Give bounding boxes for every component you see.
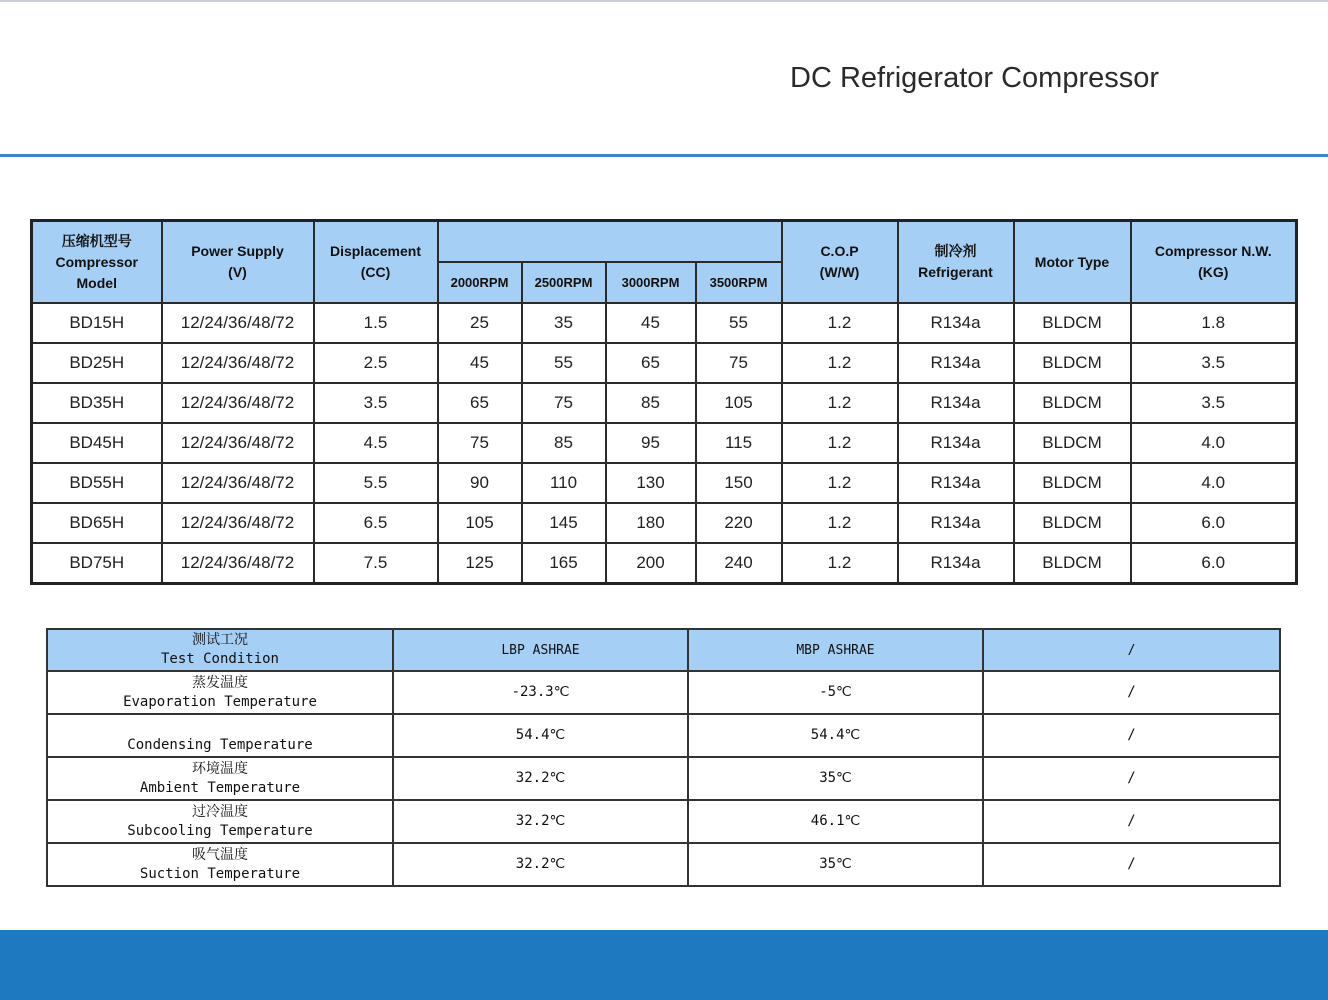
header-power-unit: (V) [228,264,247,280]
header-test-condition-en: Test Condition [160,651,279,667]
cell-model: BD75H [32,543,162,584]
cell-rpm-3000: 180 [606,503,696,543]
header-rpm-2500: 2500RPM [522,262,606,303]
header-weight-label: Compressor N.W. [1154,243,1272,259]
condition-label-zh: 蒸发温度 [192,674,248,691]
cell-extra: / [983,714,1280,757]
cell-rpm-3000: 130 [606,463,696,503]
cell-displacement: 3.5 [314,383,438,423]
cell-rpm-2000: 105 [438,503,522,543]
cell-rpm-3500: 220 [696,503,782,543]
header-divider [0,154,1328,157]
cell-model: BD35H [32,383,162,423]
table-row [32,463,1297,503]
cell-rpm-2000: 125 [438,543,522,584]
cell-model: BD55H [32,463,162,503]
cell-motor: BLDCM [1014,423,1131,463]
cell-lbp: -23.3℃ [393,671,688,714]
cell-motor: BLDCM [1014,463,1131,503]
cell-displacement: 7.5 [314,543,438,584]
header-test-condition-zh: 测试工况 [192,632,248,648]
cell-refrigerant: R134a [898,383,1014,423]
header-rpm-group [438,221,782,263]
cell-rpm-2000: 75 [438,423,522,463]
footer-band [0,930,1328,1000]
cell-rpm-2000: 25 [438,303,522,343]
table-row [32,343,1297,383]
cell-weight: 6.0 [1131,543,1297,584]
cell-extra: / [983,843,1280,886]
cell-rpm-3000: 95 [606,423,696,463]
cell-condition-label [47,671,393,714]
cell-rpm-2500: 110 [522,463,606,503]
cell-rpm-3500: 75 [696,343,782,383]
table-row [47,757,1280,800]
cell-refrigerant: R134a [898,423,1014,463]
cell-cop: 1.2 [782,423,898,463]
condition-label-en: Evaporation Temperature [123,693,317,710]
header-mbp: MBP ASHRAE [688,629,983,671]
cell-power: 12/24/36/48/72 [162,503,314,543]
cell-rpm-2000: 45 [438,343,522,383]
cell-motor: BLDCM [1014,503,1131,543]
header-refrigerant-en: Refrigerant [918,264,993,280]
cell-mbp: 35℃ [688,843,983,886]
header-extra: / [983,629,1280,671]
header-displacement [314,221,438,304]
cell-refrigerant: R134a [898,503,1014,543]
cell-cop: 1.2 [782,463,898,503]
header-refrigerant-zh: 制冷剂 [934,243,977,259]
cell-weight: 3.5 [1131,383,1297,423]
table-row [47,800,1280,843]
header-cop-unit: (W/W) [819,264,860,280]
header-rpm-3000: 3000RPM [606,262,696,303]
cell-lbp: 32.2℃ [393,800,688,843]
header-displacement-unit: (CC) [360,264,391,280]
cell-power: 12/24/36/48/72 [162,303,314,343]
cell-rpm-2500: 145 [522,503,606,543]
cell-lbp: 32.2℃ [393,843,688,886]
header-cop [782,221,898,304]
condition-label-en: Suction Temperature [139,865,301,882]
cell-rpm-3500: 150 [696,463,782,503]
header-power-label: Power Supply [191,243,284,259]
header-weight-unit: (KG) [1198,264,1229,280]
cell-rpm-2500: 75 [522,383,606,423]
cell-weight: 4.0 [1131,423,1297,463]
header-motor-label: Motor Type [1034,253,1110,270]
cell-motor: BLDCM [1014,383,1131,423]
cell-rpm-2000: 65 [438,383,522,423]
header-test-condition [47,629,393,671]
cell-power: 12/24/36/48/72 [162,463,314,503]
cell-rpm-3000: 45 [606,303,696,343]
cell-power: 12/24/36/48/72 [162,343,314,383]
header-model [32,221,162,304]
header-rpm-3500: 3500RPM [696,262,782,303]
cell-displacement: 2.5 [314,343,438,383]
header-rpm-2000: 2000RPM [438,262,522,303]
cell-condition-label [47,757,393,800]
condition-label-en: Condensing Temperature [127,736,313,753]
top-border [0,0,1328,2]
table-row [32,383,1297,423]
cell-condition-label [47,843,393,886]
cell-refrigerant: R134a [898,303,1014,343]
cell-model: BD15H [32,303,162,343]
cell-rpm-3000: 85 [606,383,696,423]
header-motor-type [1014,221,1131,304]
condition-label-en: Subcooling Temperature [127,822,313,839]
cell-displacement: 6.5 [314,503,438,543]
header-model-en-2: Model [76,274,117,291]
table-row [32,303,1297,343]
cell-displacement: 1.5 [314,303,438,343]
cell-rpm-2500: 55 [522,343,606,383]
cell-condition-label [47,714,393,757]
cell-cop: 1.2 [782,303,898,343]
cell-condition-label [47,800,393,843]
condition-label-zh: 吸气温度 [192,846,248,863]
cell-refrigerant: R134a [898,543,1014,584]
cell-cop: 1.2 [782,543,898,584]
cell-rpm-2500: 85 [522,423,606,463]
cell-displacement: 4.5 [314,423,438,463]
header-lbp: LBP ASHRAE [393,629,688,671]
cell-power: 12/24/36/48/72 [162,423,314,463]
table-row [32,543,1297,584]
cell-lbp: 32.2℃ [393,757,688,800]
compressor-spec-table [30,219,1298,585]
header-model-zh: 压缩机型号 [61,232,132,249]
cell-motor: BLDCM [1014,543,1131,584]
cell-model: BD25H [32,343,162,383]
cell-motor: BLDCM [1014,343,1131,383]
page-title: DC Refrigerator Compressor [790,62,1160,94]
condition-label-zh [48,717,392,736]
table-row [47,671,1280,714]
cell-weight: 6.0 [1131,503,1297,543]
cell-rpm-3500: 115 [696,423,782,463]
table-row [32,503,1297,543]
cell-rpm-2000: 90 [438,463,522,503]
table-row [47,843,1280,886]
cell-weight: 4.0 [1131,463,1297,503]
condition-label-zh: 环境温度 [192,760,248,777]
cell-rpm-3500: 105 [696,383,782,423]
cell-power: 12/24/36/48/72 [162,383,314,423]
cell-cop: 1.2 [782,503,898,543]
cell-extra: / [983,671,1280,714]
cell-model: BD45H [32,423,162,463]
header-power-supply [162,221,314,304]
cell-motor: BLDCM [1014,303,1131,343]
cell-displacement: 5.5 [314,463,438,503]
cell-mbp: 54.4℃ [688,714,983,757]
table-row [32,423,1297,463]
cell-rpm-2500: 165 [522,543,606,584]
table-row [47,714,1280,757]
cell-mbp: 46.1℃ [688,800,983,843]
cell-lbp: 54.4℃ [393,714,688,757]
cell-power: 12/24/36/48/72 [162,543,314,584]
cell-model: BD65H [32,503,162,543]
header-model-en: Compressor [55,253,138,270]
condition-label-zh: 过冷温度 [192,803,248,820]
cell-extra: / [983,800,1280,843]
cell-rpm-3000: 200 [606,543,696,584]
cell-weight: 3.5 [1131,343,1297,383]
test-condition-table [46,628,1281,887]
cell-mbp: 35℃ [688,757,983,800]
condition-label-en: Ambient Temperature [139,779,301,796]
cell-rpm-3000: 65 [606,343,696,383]
cell-rpm-2500: 35 [522,303,606,343]
cell-mbp: -5℃ [688,671,983,714]
header-weight [1131,221,1297,304]
cell-cop: 1.2 [782,383,898,423]
cell-weight: 1.8 [1131,303,1297,343]
cell-rpm-3500: 55 [696,303,782,343]
cell-refrigerant: R134a [898,463,1014,503]
header-refrigerant [898,221,1014,304]
cell-refrigerant: R134a [898,343,1014,383]
header-displacement-label: Displacement [329,243,422,259]
cell-extra: / [983,757,1280,800]
cell-cop: 1.2 [782,343,898,383]
header-cop-label: C.O.P [820,243,859,259]
cell-rpm-3500: 240 [696,543,782,584]
